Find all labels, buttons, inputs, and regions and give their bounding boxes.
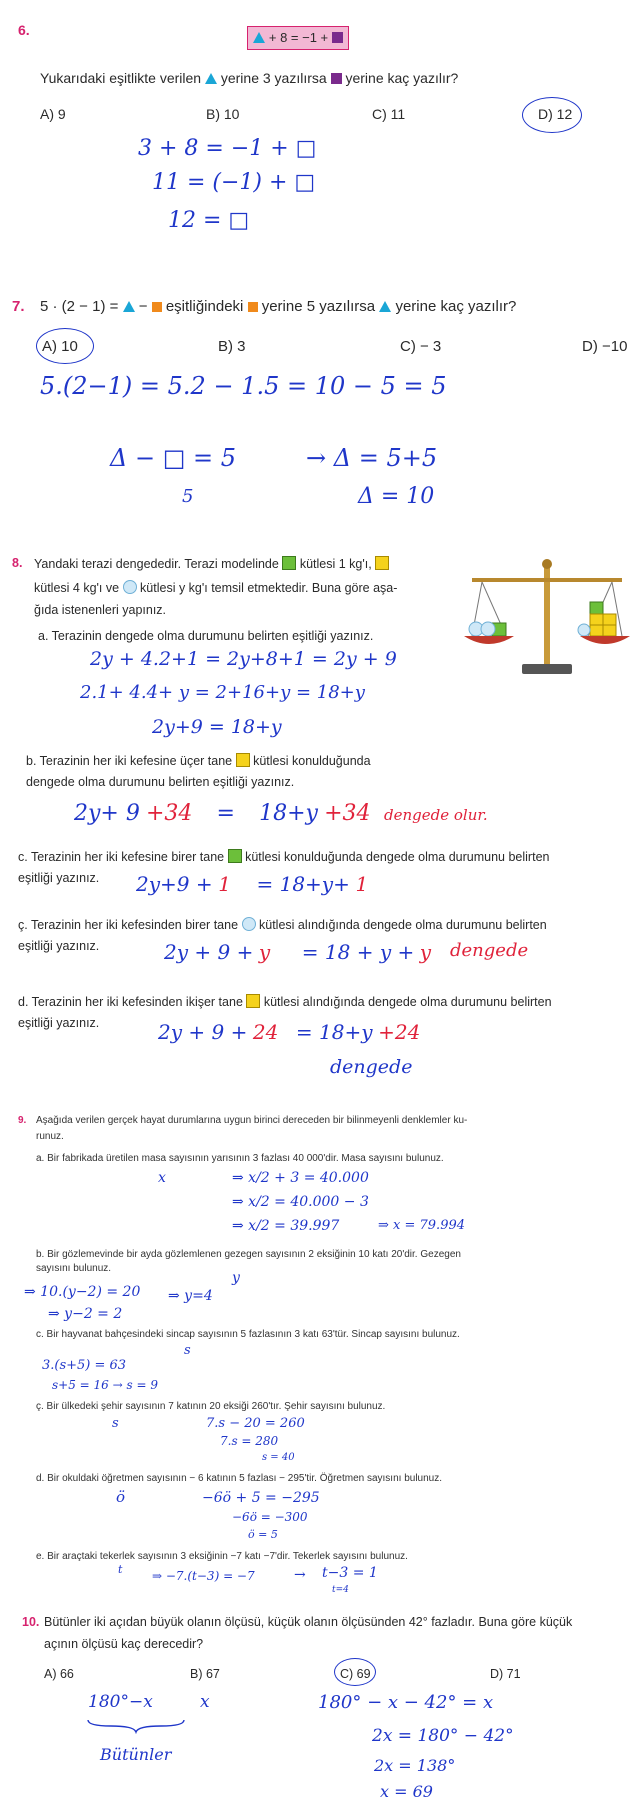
q8c-work-right-add: 1 [355, 872, 369, 896]
q10-number: 10. [22, 1615, 40, 1629]
q9a-work-line3: ⇒ x/2 = 39.997 [232, 1218, 340, 1234]
q9d-question: d. Bir okuldaki öğretmen sayısının − 6 katının 5 fazlası − 295'tir. Öğretmen sayısını bulunuz. [36, 1473, 443, 1484]
q8b-work-equals: = [216, 801, 235, 826]
q8cc-work-right-add: y [419, 940, 432, 964]
square-icon [332, 32, 343, 43]
q8cc-question-line2: eşitliği yazınız. [18, 939, 100, 953]
q9b-work-line1: ⇒ 10.(y−2) = 20 [24, 1284, 141, 1300]
q8a-work-line1: 2y + 4.2+1 = 2y+8+1 = 2y + 9 [90, 648, 397, 670]
q8b-work-left: 2y+ 9 [74, 801, 140, 826]
ball-icon [123, 580, 137, 594]
q7-question [40, 298, 516, 315]
q8d-work-right-add: +24 [378, 1020, 421, 1044]
q8-intro-line2 [34, 580, 397, 595]
q7-work-line2: Δ − □ = 5 [110, 444, 237, 472]
q9cc-work-line3: s = 40 [262, 1452, 295, 1463]
q9a-question: a. Bir fabrikada üretilen masa sayısının yarısının 3 fazlası 40 000'dir. Masa sayısını bulunuz. [36, 1153, 444, 1164]
q9cc-work-line1: 7.s − 20 = 260 [206, 1416, 305, 1431]
q8a-work-line3: 2y+9 = 18+y [152, 716, 282, 738]
q9b-work-line2: ⇒ y−2 = 2 [48, 1306, 123, 1322]
q9c-work-var: s [184, 1343, 191, 1358]
q8c-work-left: 2y+9 + [136, 872, 213, 896]
green-cube-icon [228, 849, 242, 863]
right-yellow-cube-1 [590, 614, 603, 625]
q8a-work-line2: 2.1+ 4.4+ y = 2+16+y = 18+y [80, 682, 365, 703]
q8c-question-line1 [18, 849, 549, 864]
q9d-work-line1: −6ö + 5 = −295 [202, 1490, 320, 1506]
scale-beam [472, 578, 622, 582]
q7-work-arrow-value: 5 [182, 486, 194, 507]
q6-question [40, 70, 458, 86]
q10-work-line4: x = 69 [380, 1782, 433, 1801]
q8d-work [158, 1020, 420, 1045]
orange-square-icon [152, 302, 162, 312]
q8d-question-line1 [18, 994, 552, 1009]
q9e-work-var: t [118, 1563, 123, 1576]
q10-option-a[interactable]: A) 66 [44, 1667, 74, 1681]
right-yellow-cube-3 [590, 625, 603, 636]
q9e-work-arrow: → [294, 1567, 306, 1583]
q8b-text1: b. Terazinin her iki kefesine üçer tane [26, 754, 233, 768]
q9c-question: c. Bir hayvanat bahçesindeki sincap sayısının 5 fazlasının 3 katı 63'tür. Sincap sayısını bulunuz. [36, 1329, 460, 1340]
triangle-icon [205, 73, 217, 84]
q8c-question-line2: eşitliği yazınız. [18, 871, 100, 885]
triangle-icon [379, 301, 391, 312]
q8b-work-right: 18+y [259, 801, 318, 826]
q10-work-left-x: x [200, 1692, 210, 1712]
q9cc-work-line2: 7.s = 280 [220, 1434, 279, 1448]
q6-option-d[interactable]: D) 12 [538, 106, 573, 122]
q9a-work-line4: ⇒ x = 79.994 [378, 1218, 466, 1233]
q9e-work-line1: ⇒ −7.(t−3) = −7 [152, 1569, 255, 1583]
q8-intro-line3: ğıda istenenleri yapınız. [34, 603, 167, 617]
q8b-work [74, 800, 371, 826]
q8cc-text1: ç. Terazinin her iki kefesinden birer tane [18, 918, 239, 932]
yellow-cube-icon [236, 753, 250, 767]
q8b-work-left-add: +34 [145, 801, 193, 826]
q8c-work [136, 872, 368, 897]
q8d-note: dengede [330, 1056, 413, 1078]
q8-intro-line1 [34, 556, 389, 571]
q10-work-line1: 180° − x − 42° = x [318, 1692, 494, 1713]
q8cc-text2: kütlesi alındığında dengede olma durumunu belirten [259, 918, 547, 932]
q8d-work-left-add: 24 [252, 1020, 279, 1044]
q8b-note: dengede olur. [384, 806, 488, 824]
q8c-work-left-add: 1 [218, 872, 231, 896]
triangle-icon [123, 301, 135, 312]
q9b-question-line1: b. Bir gözlemevinde bir ayda gözlemlenen gezegen sayısının 2 eksiğinin 10 katı 20'dir. Gezegen [36, 1249, 461, 1260]
q9-number: 9. [18, 1115, 27, 1126]
q7-option-a[interactable]: A) 10 [42, 338, 78, 355]
q6-question-part2: yerine 3 yazılırsa [220, 70, 327, 86]
q7-question-part4: yerine 5 yazılırsa [261, 298, 376, 315]
square-icon [331, 73, 342, 84]
q8cc-note: dengede [450, 940, 529, 961]
q8-intro-text1: Yandaki terazi dengededir. Terazi modelinde [34, 557, 279, 571]
q10-work-line3: 2x = 138° [374, 1756, 456, 1775]
q10-option-c[interactable]: C) 69 [340, 1667, 371, 1681]
q7-question-part5: yerine kaç yazılır? [395, 298, 517, 315]
q7-question-part2: − [138, 298, 148, 315]
left-ball-2 [481, 622, 495, 636]
q9e-work-line3: t=4 [332, 1585, 349, 1595]
q9a-work-line1: ⇒ x/2 + 3 = 40.000 [232, 1170, 369, 1186]
q9b-work-var: y [232, 1270, 240, 1286]
q6-question-part3: yerine kaç yazılır? [345, 70, 459, 86]
q9e-question: e. Bir araçtaki tekerlek sayısının 3 eksiğinin −7 katı −7'dir. Tekerlek sayısını bulunuz. [36, 1551, 408, 1562]
q10-question-line1: Bütünler iki açıdan büyük olanın ölçüsü, küçük olanın ölçüsünden 42° fazladır. Buna göre küçük [44, 1615, 573, 1629]
q8cc-question-line1 [18, 917, 547, 932]
q8b-work-right-add: +34 [324, 801, 371, 826]
q7-answer-circle [36, 328, 94, 364]
q6-question-part1: Yukarıdaki eşitlikte verilen [40, 70, 202, 86]
q9-intro-line1: Aşağıda verilen gerçek hayat durumlarına uygun birinci dereceden bir bilinmeyenli denklemler ku- [36, 1115, 468, 1126]
q8-number: 8. [12, 556, 23, 570]
q8cc-work-left: 2y + 9 + [164, 940, 254, 964]
right-ball [578, 624, 590, 636]
brace-icon [86, 1718, 186, 1734]
q6-work-line1: 3 + 8 = −1 + □ [138, 136, 317, 161]
q7-question-part3: eşitliğindeki [165, 298, 244, 315]
triangle-icon [253, 32, 265, 43]
q8d-work-left: 2y + 9 + [158, 1020, 248, 1044]
q10-question-line2: açının ölçüsü kaç derecedir? [44, 1637, 204, 1651]
q6-option-a[interactable]: A) 9 [40, 106, 66, 122]
green-cube-icon [282, 556, 296, 570]
q9e-work-line2: t−3 = 1 [322, 1565, 378, 1581]
q6-work-line2: 11 = (−1) + □ [152, 170, 316, 195]
q10-option-b[interactable]: B) 67 [190, 1667, 220, 1681]
q8b-question-line1 [26, 753, 371, 768]
orange-square-icon [248, 302, 258, 312]
q6-work-line3: 12 = □ [168, 208, 250, 233]
q9d-work-line2: −6ö = −300 [232, 1510, 308, 1524]
q8d-text1: d. Terazinin her iki kefesinden ikişer tane [18, 995, 243, 1009]
q7-work-line4: Δ = 10 [358, 484, 435, 509]
q9b-work-line3: ⇒ y=4 [168, 1288, 213, 1304]
q8c-text1: c. Terazinin her iki kefesine birer tane [18, 850, 225, 864]
q6-option-c[interactable]: C) 11 [372, 106, 406, 122]
q7-work-line3: → Δ = 5+5 [306, 444, 438, 472]
ball-icon [242, 917, 256, 931]
q6-number: 6. [18, 22, 30, 38]
scale-pivot [542, 559, 552, 569]
q9cc-work-var: s [112, 1416, 119, 1431]
q8-intro-text4: kütlesi y kg'ı temsil etmektedir. Buna göre aşa- [140, 581, 398, 595]
q6-equation-text: + 8 = −1 + [268, 30, 329, 45]
q10-answer-circle [334, 1658, 376, 1686]
q8a-question: a. Terazinin dengede olma durumunu belirten eşitliği yazınız. [38, 629, 374, 643]
q9d-work-line3: ö = 5 [248, 1528, 278, 1541]
right-pan [580, 636, 630, 644]
q10-work-label: Bütünler [100, 1745, 172, 1764]
yellow-cube-icon [375, 556, 389, 570]
right-yellow-cube-4 [603, 625, 616, 636]
q7-question-part1: 5 · (2 − 1) = [40, 298, 119, 315]
q8cc-work-left-add: y [258, 940, 271, 964]
q6-answer-circle [522, 97, 582, 133]
q9c-work-line1: 3.(s+5) = 63 [42, 1358, 127, 1373]
yellow-cube-icon [246, 994, 260, 1008]
q8d-question-line2: eşitliği yazınız. [18, 1016, 100, 1030]
q6-equation-box [247, 26, 349, 50]
q9d-work-var: ö [116, 1488, 126, 1506]
right-yellow-cube-2 [603, 614, 616, 625]
q8d-work-right: = 18+y [295, 1020, 373, 1044]
q7-work-line1: 5.(2−1) = 5.2 − 1.5 = 10 − 5 = 5 [40, 372, 447, 400]
q8d-text2: kütlesi alındığında dengede olma durumunu belirten [263, 995, 552, 1009]
q8-intro-text2: kütlesi 1 kg'ı, [299, 557, 372, 571]
q8cc-work-right: = 18 + y + [301, 940, 415, 964]
q9-intro-line2: runuz. [36, 1131, 64, 1142]
q8b-question-line2: dengede olma durumunu belirten eşitliği yazınız. [26, 775, 295, 789]
q8c-work-right: = 18+y+ [256, 872, 350, 896]
balance-scale-illustration [462, 556, 632, 681]
q10-work-line2: 2x = 180° − 42° [372, 1726, 514, 1746]
q9c-work-line2: s+5 = 16 → s = 9 [52, 1378, 158, 1392]
q8c-text2: kütlesi konulduğunda dengede olma durumunu belirten [245, 850, 550, 864]
right-green-cube [590, 602, 603, 614]
q9a-work-var: x [158, 1170, 166, 1186]
q9b-question-line2: sayısını bulunuz. [36, 1263, 112, 1274]
scale-base [522, 664, 572, 674]
q10-work-left-expr: 180°−x [88, 1692, 153, 1712]
q7-option-c[interactable]: C) − 3 [400, 338, 442, 355]
q7-number: 7. [12, 298, 25, 315]
q7-option-d[interactable]: D) −10 [582, 338, 628, 355]
q9cc-question: ç. Bir ülkedeki şehir sayısının 7 katının 20 eksiği 260'tır. Şehir sayısını bulunuz. [36, 1401, 386, 1412]
left-pan [464, 636, 514, 644]
q8b-text2: kütlesi konulduğunda [253, 754, 371, 768]
q8-intro-text3: kütlesi 4 kg'ı ve [34, 581, 120, 595]
q7-option-b[interactable]: B) 3 [218, 338, 246, 355]
q9a-work-line2: ⇒ x/2 = 40.000 − 3 [232, 1194, 369, 1210]
q6-option-b[interactable]: B) 10 [206, 106, 240, 122]
q8cc-work [164, 940, 431, 965]
q10-option-d[interactable]: D) 71 [490, 1667, 521, 1681]
